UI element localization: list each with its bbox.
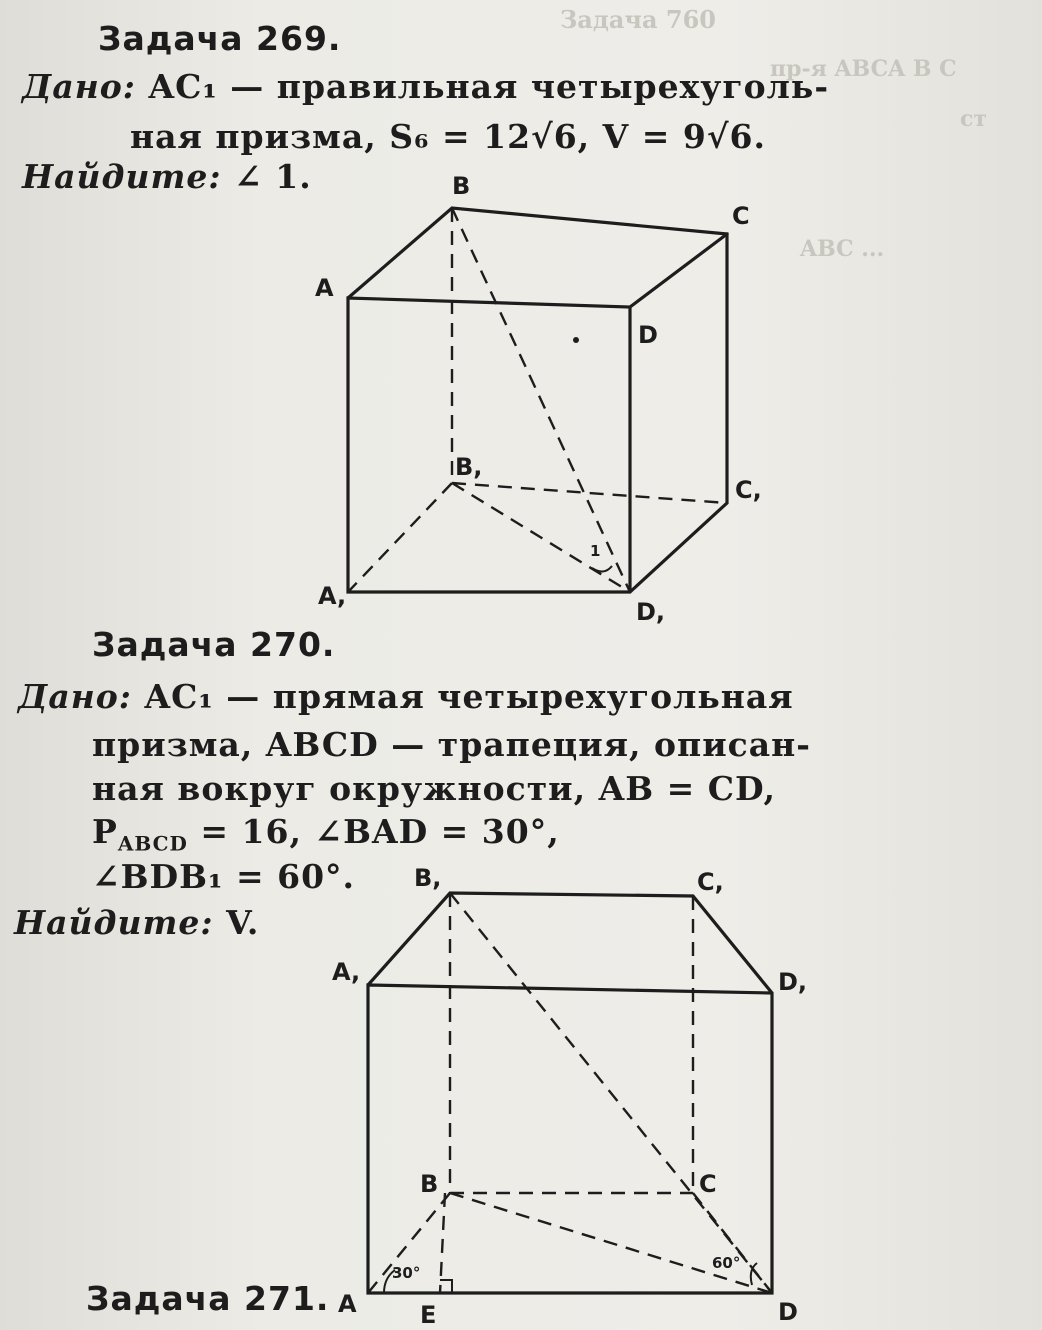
given-label: Дано:: [18, 677, 132, 716]
problem-269-given-line-2: ная призма, S₆ = 12√6, V = 9√6.: [130, 117, 766, 156]
find-value: ∠ 1.: [234, 157, 312, 196]
find-value: V.: [226, 903, 260, 942]
bleed-text: ABC ...: [800, 236, 885, 262]
vertex-label-D1: D,: [778, 968, 808, 996]
vertex-label-C1: C,: [697, 868, 724, 896]
vertex-label-A: A: [315, 274, 334, 302]
bleed-text: ст: [960, 106, 988, 132]
find-label: Найдите:: [22, 157, 222, 196]
vertex-label-B: B: [420, 1170, 439, 1198]
problem-270-line-4: $P_{ABCD} = 16$, ∠BAD = 30°,: [92, 812, 560, 856]
bleed-text: пр-я ABCA B C: [770, 56, 957, 82]
given-line-1: AC₁ — правильная четырехуголь-: [148, 67, 830, 106]
prism-270-solid-edges: [368, 893, 772, 1293]
vertex-label-B1: B,: [414, 864, 442, 892]
problem-270-line-2: призма, ABCD — трапеция, описан-: [92, 725, 811, 764]
vertex-label-D: D: [638, 321, 658, 349]
angle-60-label: 60°: [712, 1254, 741, 1272]
vertex-label-A: A: [338, 1290, 357, 1318]
find-label: Найдите:: [14, 903, 214, 942]
vertex-label-A1: A,: [318, 582, 347, 610]
vertex-label-C1: C,: [735, 476, 762, 504]
vertex-label-D: D: [778, 1298, 798, 1326]
angle-30-label: 30°: [392, 1264, 421, 1282]
vertex-label-B1: B,: [455, 453, 483, 481]
diagonal-BD: [450, 1193, 772, 1293]
vertex-label-A1: A,: [332, 958, 361, 986]
vertex-label-B: B: [452, 172, 471, 200]
problem-271-title: Задача 271.: [86, 1279, 330, 1318]
bleed-text: Задача 760: [560, 5, 716, 34]
given-line-1: AC₁ — прямая четырехугольная: [144, 677, 794, 716]
problem-270-line-5: ∠BDB₁ = 60°.: [92, 857, 356, 896]
vertex-label-C: C: [699, 1170, 717, 1198]
right-angle-mark: [440, 1280, 452, 1293]
vertex-label-C: C: [732, 202, 750, 230]
problem-269-title: Задача 269.: [98, 19, 342, 58]
angle-1-label: 1: [590, 542, 601, 560]
vertex-label-E: E: [420, 1301, 437, 1329]
problem-270-title: Задача 270.: [92, 625, 336, 664]
height-BE: [440, 1193, 445, 1293]
given-label: Дано:: [22, 67, 136, 106]
vertex-label-D1: D,: [636, 598, 666, 626]
problem-270-line-3: ная вокруг окружности, AB = CD,: [92, 769, 776, 808]
